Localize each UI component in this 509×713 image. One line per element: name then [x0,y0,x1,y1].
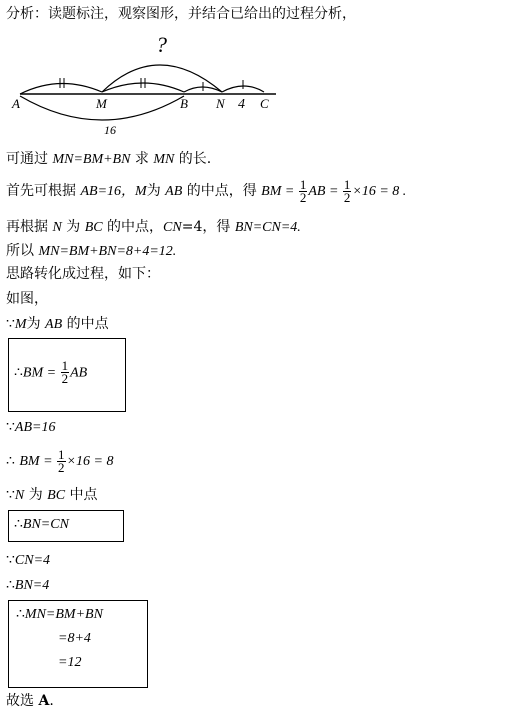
box-bm-text: ∴BM = $\frac{1}{2}$ AB [14,358,88,386]
arc-am [20,83,102,94]
label-ab: 16 [104,123,116,137]
line-12: ∴BN=4 [6,577,50,593]
line-10: ∵N 为 BC 中点 [6,487,98,503]
line-11: ∵CN=4 [6,552,51,568]
box-mn-line1: ∴MN=BM+BN [16,606,103,622]
line-8: ∵AB=16 [6,419,56,435]
arc-mb [102,83,184,92]
answer-line: 故选 A. [6,693,54,709]
arc-mn [102,65,222,92]
line-6: 如图， [6,291,48,307]
fraction-half-2: $\frac{1}{2}$ [343,176,351,205]
box-mn-line3: =12 [58,655,82,670]
point-b: B [180,96,188,111]
point-a: A [12,96,20,111]
point-c: C [260,96,269,111]
line-7: ∵M为 AB 的中点 [6,316,109,332]
box-bn-text: ∴BN=CN [14,516,69,532]
segment-diagram [8,30,288,142]
line-4: 所以 MN=BM+BN=8+4=12. [6,243,177,259]
point-m: M [96,96,107,111]
line-9: ∴ BM = $\frac{1}{2}$ ×16 = 8 [6,446,114,475]
line-3: 再根据 N 为 BC 的中点，CN=4，得 BN=CN=4. [6,219,301,235]
heading: 分析：读题标注，观察图形，并结合已给出的过程分析， [6,6,356,22]
line-2: 首先可根据 AB=16，M为 AB 的中点，得 BM = $\frac{1}{2}$ AB = $\frac{1}{2}$ ×16 = 8 . [6,176,407,205]
label-nc: 4 [238,97,245,112]
box-mn-line2: =8+4 [58,631,91,646]
fraction-half: $\frac{1}{2}$ [299,176,307,205]
line-5: 思路转化成过程，如下： [6,266,160,282]
line-1: 可通过 MN=BM+BN 求 MN 的长. [6,151,212,167]
point-n: N [216,96,225,111]
question-mark: ? [156,32,167,57]
